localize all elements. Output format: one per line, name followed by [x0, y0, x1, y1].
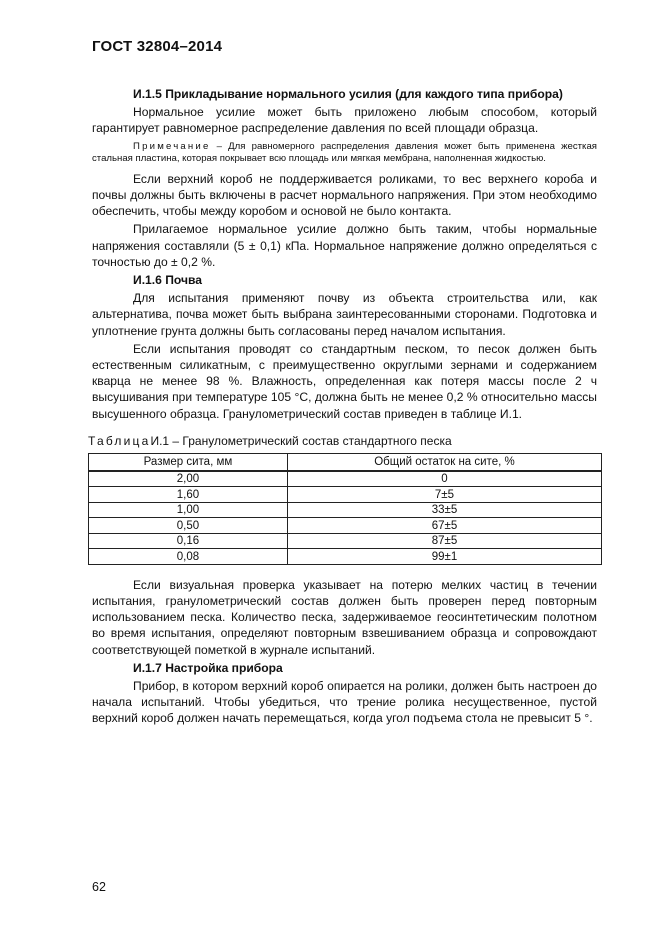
- column-header-residue: Общий остаток на сите, %: [287, 453, 601, 471]
- table-caption-text: И.1 – Гранулометрический состав стандартного песка: [150, 433, 452, 448]
- paragraph: Для испытания применяют почву из объекта строительства или, как альтернатива, почва может быть выбрана заинтересованными сторонами. Подготовка и уплотнение грунта должны быть согласованы перед началом испытания.: [92, 291, 597, 338]
- section-heading-i117: И.1.7 Настройка прибора: [133, 660, 283, 675]
- note-text: – Для равномерного распределения давления может быть применена жесткая стальная пластина, которая покрывает всю площадь или мягкая мембрана, наполненная жидкостью.: [92, 140, 597, 165]
- table-row: [89, 471, 602, 487]
- cell-residue: 67±5: [287, 518, 601, 534]
- paragraph: Прилагаемое нормальное усилие должно быть таким, чтобы нормальные напряжения составляли (5 ± 0,1) кПа. Нормальное напряжение должно определяться с точностью до ± 0,2 %.: [92, 222, 597, 269]
- cell-residue: 87±5: [287, 533, 601, 549]
- table-caption-label: Таблица: [88, 433, 151, 448]
- granulometry-table: [88, 453, 602, 565]
- table-header-row: [89, 453, 602, 471]
- table-caption: [88, 433, 597, 449]
- table-row: [89, 487, 602, 503]
- cell-residue: 0: [287, 471, 601, 487]
- section-heading-i115: И.1.5 Прикладывание нормального усилия (для каждого типа прибора): [133, 87, 563, 101]
- cell-sieve-size: 2,00: [89, 471, 288, 487]
- cell-residue: 33±5: [287, 502, 601, 518]
- cell-sieve-size: 0,50: [89, 518, 288, 534]
- document-body: [88, 86, 597, 727]
- table-row: [89, 502, 602, 518]
- paragraph: Если верхний короб не поддерживается роликами, то вес верхнего короба и почвы должны быть включены в расчет нормального напряжения. При этом необходимо обеспечить, чтобы между коробом и основой не было контакта.: [92, 171, 597, 219]
- table-row: [89, 549, 602, 565]
- cell-sieve-size: 0,08: [89, 549, 288, 565]
- column-header-sieve-size: Размер сита, мм: [89, 453, 288, 471]
- cell-sieve-size: 1,00: [89, 502, 288, 518]
- paragraph: Если испытания проводят со стандартным песком, то песок должен быть естественным силикатным, с преимущественно округлыми зернами и содержанием кварца не менее 98 %. Влажность, определенная как потеря массы после 2 ч высушивания при температуре 105 °С, должна быть не менее 0,2 % относительно массы высушенного образца. Гранулометрический состав приведен в таблице И.1.: [92, 341, 597, 421]
- paragraph: Прибор, в котором верхний короб опирается на ролики, должен быть настроен до начала испытаний. Чтобы убедиться, что трение ролика несущественное, пустой верхний короб должен начать перемещаться, когда угол подъема стола не превысит 5 °.: [92, 679, 597, 726]
- paragraph: Нормальное усилие может быть приложено любым способом, который гарантирует равномерное распределение давления по всей площади образца.: [92, 105, 597, 136]
- paragraph: Если визуальная проверка указывает на потерю мелких частиц в течении испытания, гранулометрический состав должен быть проверен перед повторным использованием песка. Количество песка, задерживаемое геосинтетическим полотном во время испытания, определяют повторным взвешиванием образца и сопровождают соответствующей пометкой в журнале испытаний.: [92, 577, 597, 657]
- table-row: [89, 518, 602, 534]
- note: [92, 141, 597, 166]
- section-heading-i116: И.1.6 Почва: [133, 273, 203, 288]
- table-row: [89, 533, 602, 549]
- page-number: 62: [92, 880, 106, 894]
- cell-residue: 99±1: [287, 549, 601, 565]
- cell-sieve-size: 0,16: [89, 533, 288, 549]
- document-title: ГОСТ 32804–2014: [92, 38, 223, 55]
- note-label: Примечание: [133, 140, 211, 152]
- cell-sieve-size: 1,60: [89, 487, 288, 503]
- cell-residue: 7±5: [287, 487, 601, 503]
